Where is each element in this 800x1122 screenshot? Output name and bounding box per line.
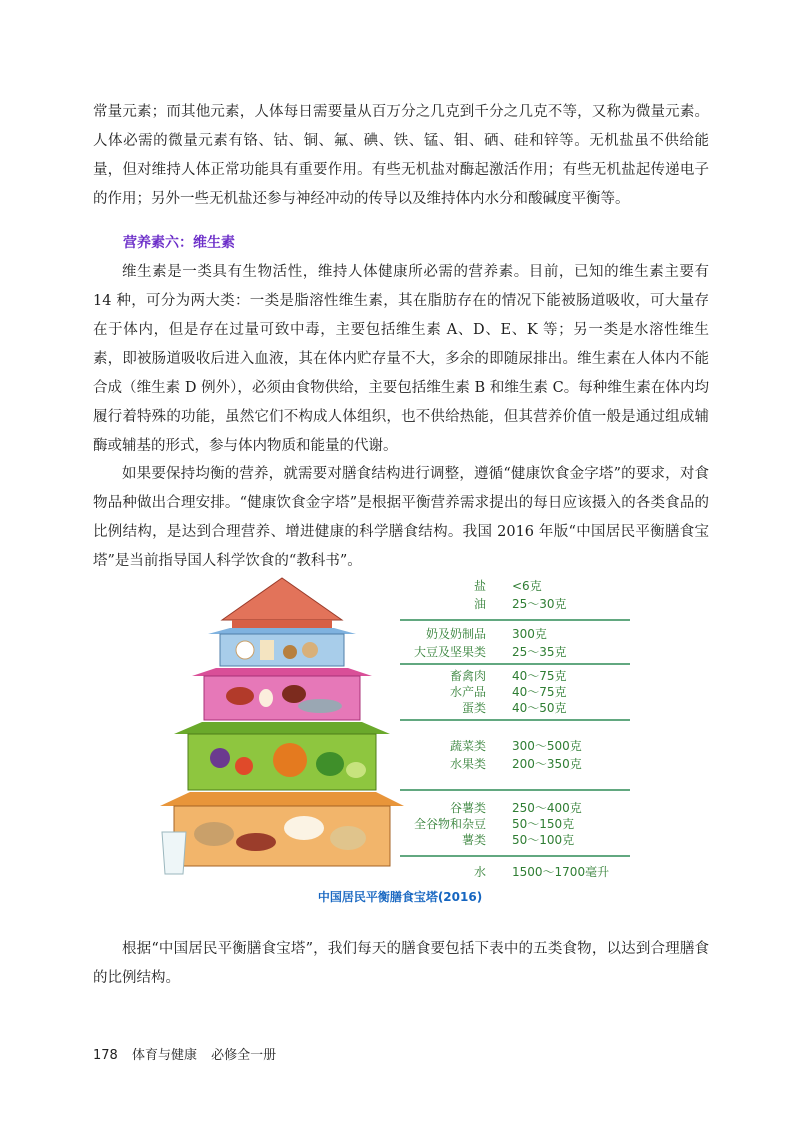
row-name: 水果类: [449, 757, 486, 771]
paragraph-five-food-groups: 根据“中国居民平衡膳食宝塔”，我们每天的膳食要包括下表中的五类食物，以达到合理膳食的比例结构。: [93, 941, 709, 986]
row-amount: 40～75克: [512, 685, 567, 699]
food-pyramid-illustration: [160, 568, 640, 886]
food-grain-item: [330, 826, 366, 850]
food-grain-item: [194, 822, 234, 846]
row-amount: 250～400克: [512, 801, 582, 815]
food-pyramid-figure: [160, 568, 640, 886]
row-name: 盐: [473, 579, 486, 593]
food-nut-item: [283, 645, 297, 659]
food-egg-item: [259, 689, 273, 707]
row-name: 油: [473, 597, 486, 611]
row-name: 奶及奶制品: [425, 627, 486, 641]
row-amount: 50～100克: [512, 833, 575, 847]
page-number: 178: [93, 1048, 118, 1063]
food-meat-item: [282, 685, 306, 703]
pyramid-tier-grain-roof: [160, 792, 404, 806]
row-amount: 50～150克: [512, 817, 575, 831]
paragraph-food-pyramid: 如果要保持均衡的营养，就需要对膳食结构进行调整，遵循“健康饮食金字塔”的要求，对食物品种做出合理安排。“健康饮食金字塔”是根据平衡营养需求提出的每日应该摄入的各类食品的比例结构，是达到合理营养、增进健康的科学膳食结构。我国 2016 年版“中国居民平衡膳食宝塔”是当前指导国人科学饮食的“教科书”。: [93, 466, 709, 569]
food-fish-item: [298, 699, 342, 713]
food-rice-item: [284, 816, 324, 840]
row-name: 全谷物和杂豆: [413, 817, 486, 831]
water-glass-icon: [162, 832, 186, 874]
food-dairy-item: [260, 640, 274, 660]
row-amount: 25～35克: [512, 645, 567, 659]
food-veg-item: [316, 752, 344, 776]
food-veg-item: [346, 762, 366, 778]
row-amount: 1500～1700毫升: [512, 865, 610, 879]
row-name: 水: [473, 865, 486, 879]
food-dairy-item: [236, 641, 254, 659]
row-amount: 25～30克: [512, 597, 567, 611]
paragraph-vitamins: 维生素是一类具有生物活性，维持人体健康所必需的营养素。目前，已知的维生素主要有 14 种，可分为两大类：一类是脂溶性维生素，其在脂肪存在的情况下能被肠道吸收，可大量存在于体内，但是存在过量可致中毒，主要包括维生素 A、D、E、K 等；另一类是水溶性维生素，即被肠道吸收后进入血液，其在体内贮存量不大，多余的即随尿排出。维生素在人体内不能合成（维生素 D 例外），必须由食物供给，主要包括维生素 B 和维生素 C。每种维生素在体内均履行着特殊的功能，虽然它们不构成人体组织，也不供给热能，但其营养价值一般是通过组成辅酶或辅基的形式，参与体内物质和能量的代谢。: [93, 264, 709, 454]
row-name: 蔬菜类: [449, 739, 486, 753]
pyramid-tier-meat-roof: [192, 668, 372, 676]
pyramid-tier-oil-salt-base: [232, 620, 332, 628]
pyramid-tier-dairy-roof: [208, 628, 356, 634]
food-meat-item: [226, 687, 254, 705]
row-amount: 300克: [512, 627, 547, 641]
food-grape-item: [210, 748, 230, 768]
row-amount: 40～75克: [512, 669, 567, 683]
food-pumpkin-item: [273, 743, 307, 777]
row-name: 蛋类: [461, 701, 486, 715]
row-name: 薯类: [461, 833, 486, 847]
row-amount: <6克: [512, 579, 542, 593]
food-fruit-item: [235, 757, 253, 775]
page-footer: [93, 1044, 286, 1063]
figure-caption: 中国居民平衡膳食宝塔(2016): [317, 890, 483, 904]
row-amount: 40～50克: [512, 701, 567, 715]
food-nut-item: [302, 642, 318, 658]
section-heading-vitamins: 营养素六：维生素: [123, 235, 235, 251]
pyramid-tier-veg-roof: [174, 722, 390, 734]
book-title: 体育与健康: [131, 1048, 197, 1063]
pyramid-tier-oil-salt: [222, 578, 342, 620]
row-name: 大豆及坚果类: [413, 645, 486, 659]
book-volume: 必修全一册: [211, 1048, 277, 1063]
row-name: 畜禽肉: [449, 669, 486, 683]
row-name: 谷薯类: [449, 801, 486, 815]
row-amount: 300～500克: [512, 739, 582, 753]
row-amount: 200～350克: [512, 757, 582, 771]
paragraph-minerals: 常量元素；而其他元素，人体每日需要量从百万分之几克到千分之几克不等，又称为微量元素。人体必需的微量元素有铬、钴、铜、氟、碘、铁、锰、钼、硒、硅和锌等。无机盐虽不供给能量，但对维持人体正常功能具有重要作用。有些无机盐对酶起激活作用；有些无机盐起传递电子的作用；另外一些无机盐还参与神经冲动的传导以及维持体内水分和酸碱度平衡等。: [93, 104, 709, 207]
row-name: 水产品: [449, 685, 486, 699]
food-sweetpotato-item: [236, 833, 276, 851]
